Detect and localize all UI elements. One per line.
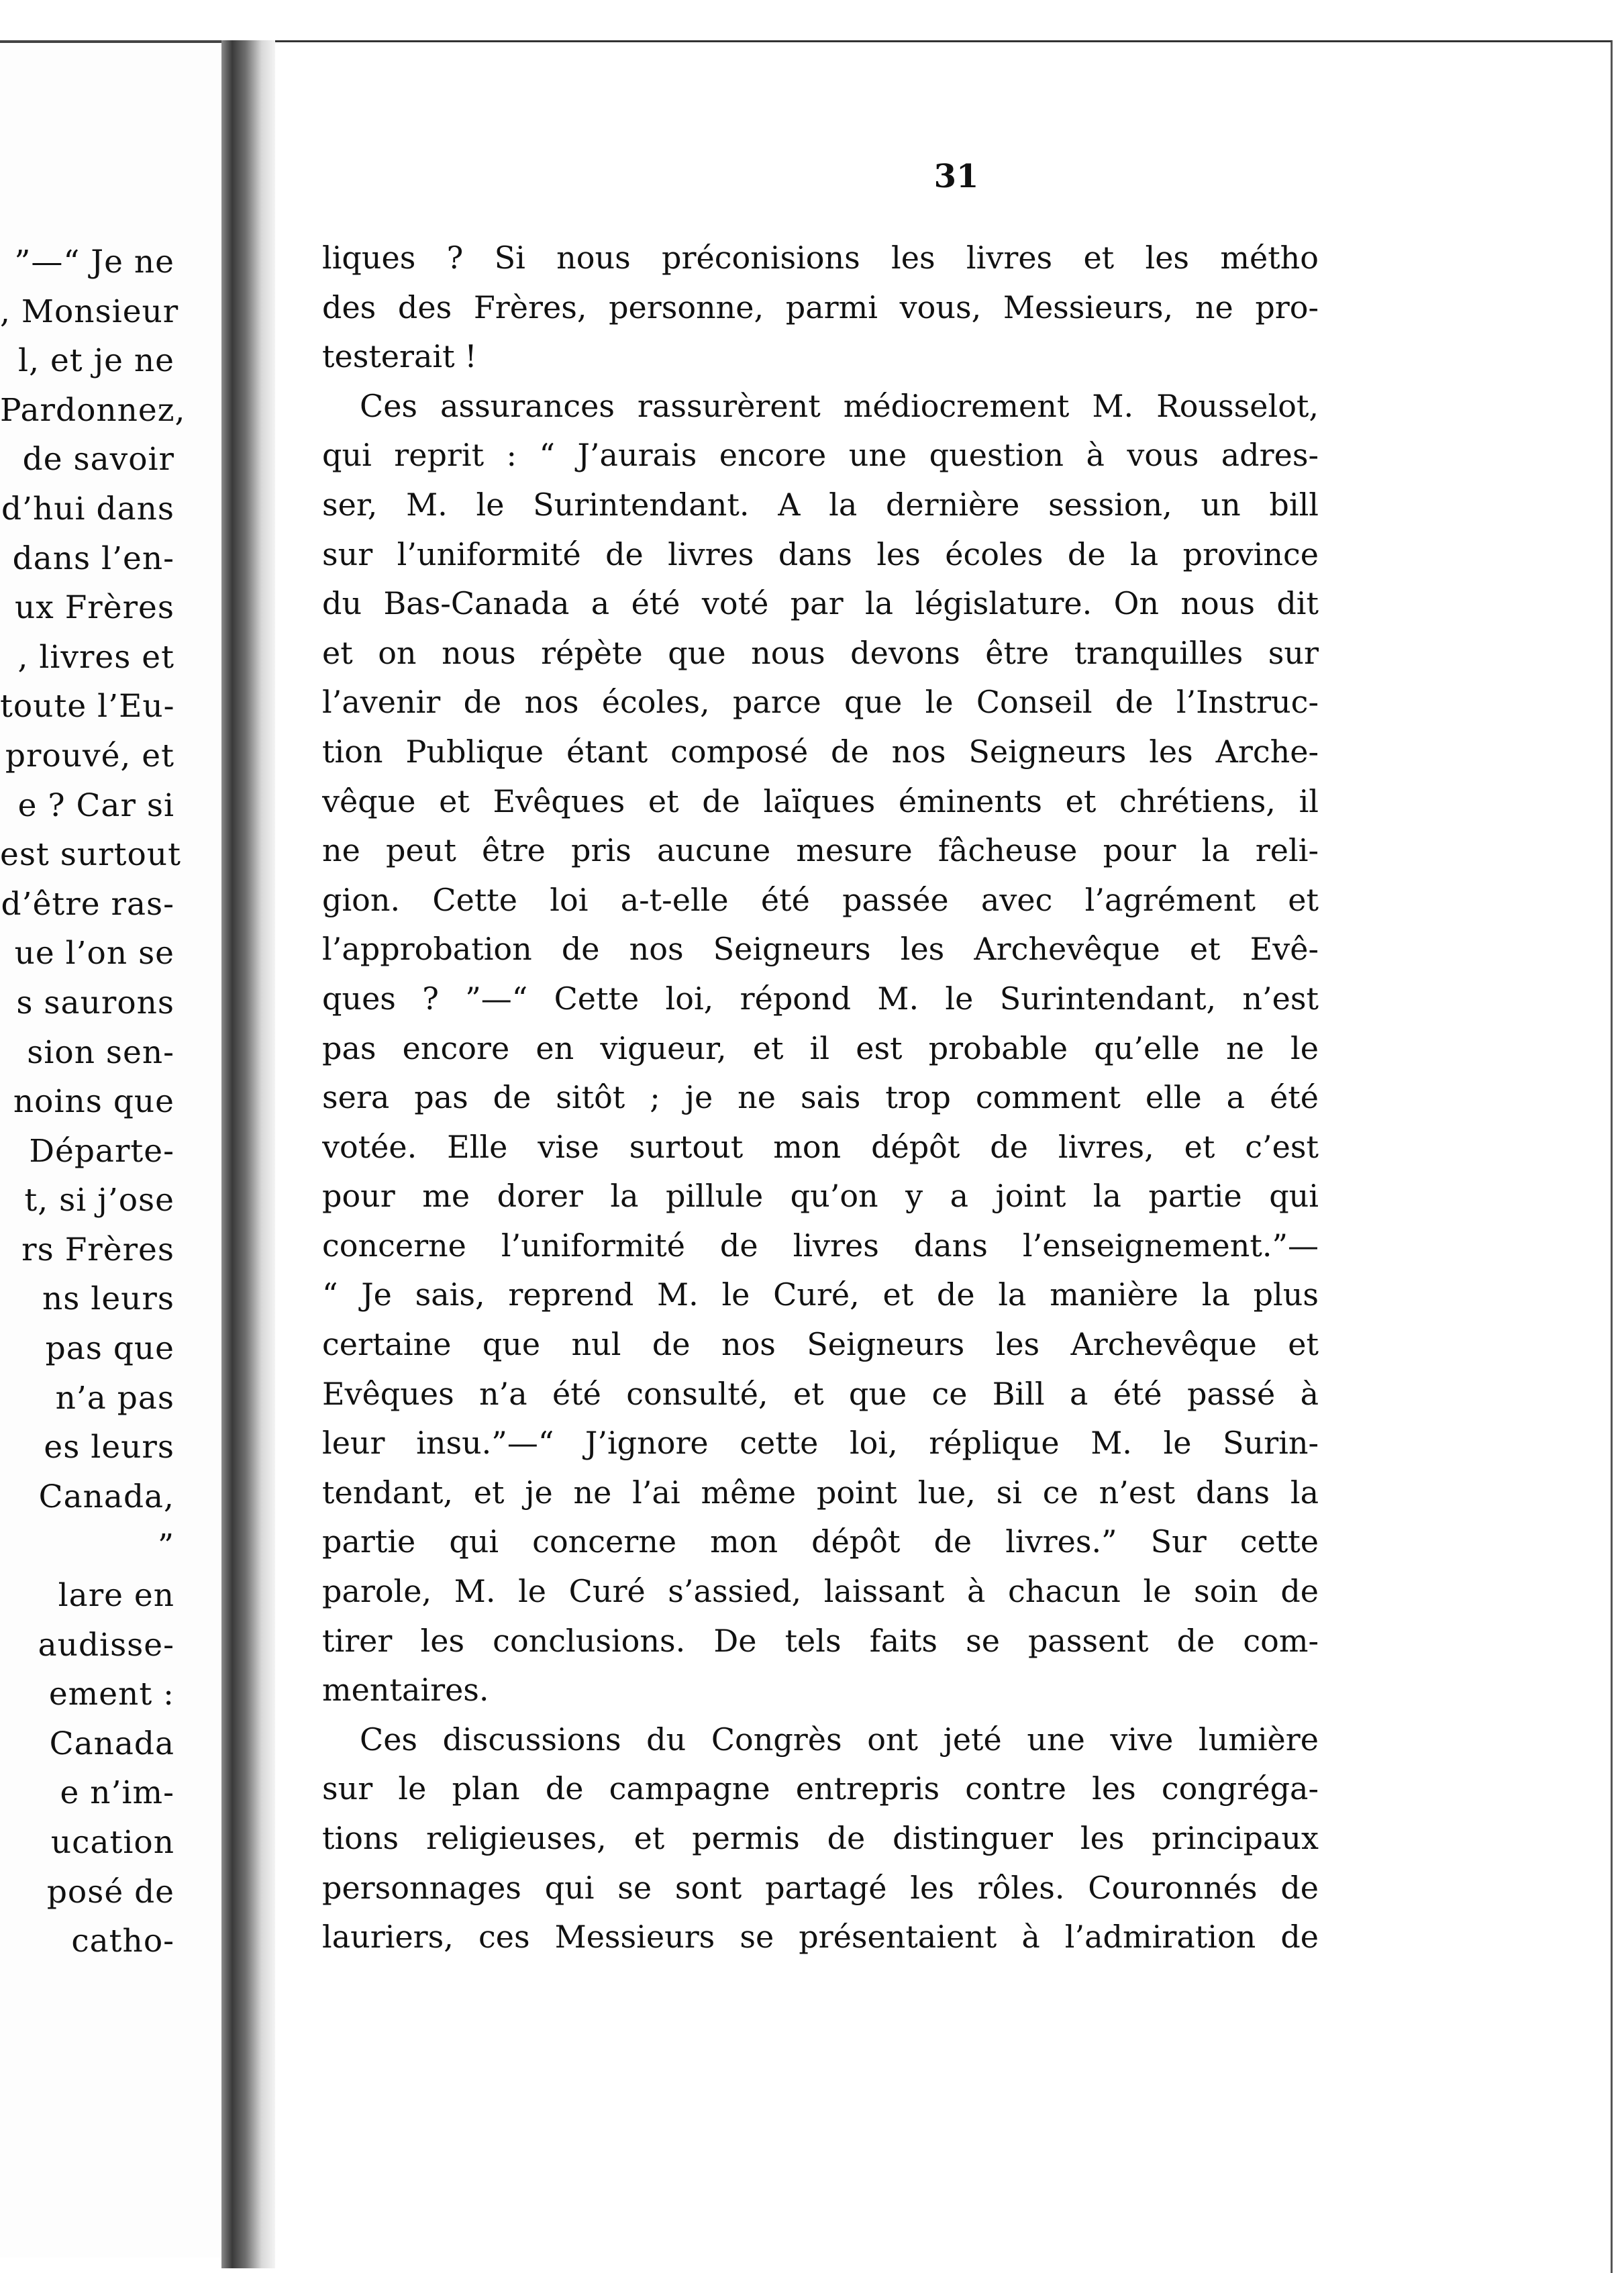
text-line: sur le plan de campagne entrepris contre les congréga- [322,1770,1319,1807]
text-line: ques ? ”—“ Cette loi, répond M. le Surintendant, n’est [322,980,1319,1017]
left-page-line: est surtout [0,836,181,874]
left-page-line: e n’im- [60,1774,174,1812]
text-line: Evêques n’a été consulté, et que ce Bill a été passé à [322,1375,1319,1412]
left-page-line: pas que [45,1330,174,1368]
left-page-line: ”—“ Je ne [14,244,174,281]
text-line: gion. Cette loi a-t-elle été passée avec l’agrément et [322,881,1319,918]
left-page-line: catho- [71,1923,174,1960]
text-line: qui reprit : “ J’aurais encore une question à vous adres- [322,437,1319,474]
text-line: ne peut être pris aucune mesure fâcheuse pour la reli- [322,832,1319,869]
left-page-line: n’a pas [55,1379,174,1417]
text-line: des des Frères, personne, parmi vous, Messieurs, ne pro- [322,289,1319,325]
left-page-line: ns leurs [42,1280,174,1318]
left-page-line: dans l’en- [12,540,174,577]
left-page-line: l, et je ne [18,342,174,380]
text-line: sur l’uniformité de livres dans les écoles de la province [322,536,1319,572]
left-page-line: toute l’Eu- [0,688,175,725]
text-line: testerait ! [322,338,477,375]
text-line: l’approbation de nos Seigneurs les Archevêque et Evê- [322,931,1319,968]
text-line: Ces assurances rassurèrent médiocrement M. Rousselot, [360,387,1319,424]
text-line: tion Publique étant composé de nos Seigneurs les Arche- [322,733,1319,770]
left-page-line: de savoir [22,441,174,478]
text-line: lauriers, ces Messieurs se présentaient à l’admiration de [322,1919,1319,1956]
text-line: personnages qui se sont partagé les rôles. Couronnés de [322,1869,1319,1906]
current-page [275,40,1613,2273]
text-line: pour me dorer la pillule qu’on y a joint la partie qui [322,1178,1319,1215]
text-line: du Bas-Canada a été voté par la législature. On nous dit [322,585,1319,622]
left-page-line: Départe- [29,1132,174,1170]
left-page-line: ux Frères [14,589,174,627]
left-page-line: , Monsieur [0,293,179,330]
left-page-line: d’être ras- [1,885,174,923]
left-page-line: sion sen- [27,1033,174,1071]
text-line: l’avenir de nos écoles, parce que le Conseil de l’Instruc- [322,684,1319,721]
text-line: vêque et Evêques et de laïques éminents et chrétiens, il [322,782,1319,819]
left-page-line: ue l’on se [14,935,174,972]
left-page-line: , livres et [17,638,174,676]
text-line: sera pas de sitôt ; je ne sais trop comment elle a été [322,1079,1319,1116]
left-page-line: d’hui dans [1,490,174,527]
text-line: leur insu.”—“ J’ignore cette loi, réplique M. le Surin- [322,1425,1319,1462]
text-line: mentaires. [322,1672,489,1709]
book-gutter [221,40,275,2268]
left-page-line: Canada [49,1725,174,1762]
text-line: liques ? Si nous préconisions les livres et les métho [322,240,1319,276]
previous-page-text [0,238,221,1966]
left-page-line: ucation [50,1824,174,1861]
text-line: votée. Elle vise surtout mon dépôt de livres, et c’est [322,1128,1319,1165]
left-page-line: ement : [48,1676,174,1713]
text-line: et on nous répète que nous devons être tranquilles sur [322,634,1319,671]
left-page-line: noins que [13,1083,174,1121]
left-page-line: Pardonnez, [0,391,186,429]
left-page-line: rs Frères [21,1231,174,1268]
left-page-line: t, si j’ose [24,1182,174,1219]
left-page-line: posé de [46,1873,174,1911]
text-line: tendant, et je ne l’ai même point lue, si ce n’est dans la [322,1474,1319,1511]
left-page-line: es leurs [44,1429,174,1466]
text-line: certaine que nul de nos Seigneurs les Archevêque et [322,1326,1319,1363]
left-page-line: e ? Car si [17,787,174,824]
left-page-line: s saurons [16,984,174,1021]
text-line: ser, M. le Surintendant. A la dernière session, un bill [322,486,1319,523]
text-line: parole, M. le Curé s’assied, laissant à chacun le soin de [322,1573,1319,1610]
left-page-line: Canada, [38,1478,174,1515]
body-text [322,234,1319,1962]
text-line: Ces discussions du Congrès ont jeté une vive lumière [360,1721,1319,1758]
left-page-line: audisse- [38,1626,174,1664]
left-page-line: lare en [58,1577,174,1615]
text-line: concerne l’uniformité de livres dans l’enseignement.”— [322,1227,1319,1264]
previous-page-edge [0,40,221,2258]
text-line: partie qui concerne mon dépôt de livres.” Sur cette [322,1523,1319,1560]
left-page-line: prouvé, et [5,737,174,774]
text-line: pas encore en vigueur, et il est probable qu’elle ne le [322,1029,1319,1066]
page-number: 31 [933,158,979,195]
left-page-line: ” [157,1527,174,1565]
text-line: “ Je sais, reprend M. le Curé, et de la manière la plus [322,1276,1319,1313]
text-line: tirer les conclusions. De tels faits se passent de com- [322,1622,1319,1659]
text-line: tions religieuses, et permis de distinguer les principaux [322,1820,1319,1856]
